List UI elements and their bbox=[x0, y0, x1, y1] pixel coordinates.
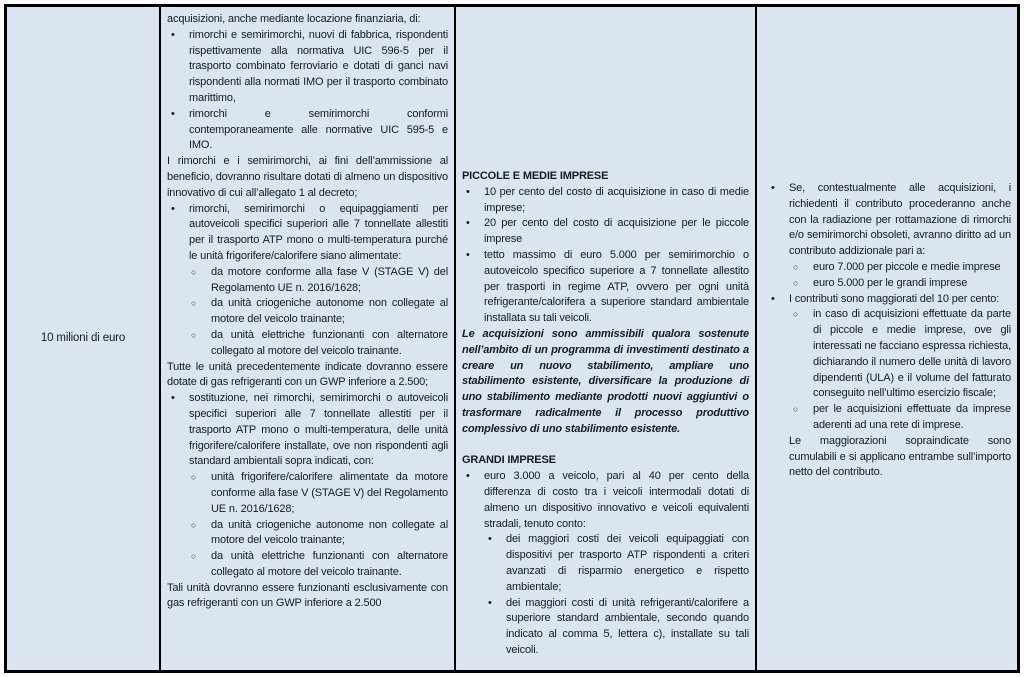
bullet-text: dei maggiori costi di unità refrigeranti/calorifere a superiore standard ambientale, secondo quando indicato al comma 5, lettera c), installate su tali veicoli. bbox=[506, 596, 749, 656]
bullet-icon: • bbox=[171, 392, 175, 405]
funding-amount-cell bbox=[7, 7, 159, 670]
sub-bullet-item bbox=[763, 402, 1011, 434]
bullet-text: dei maggiori costi dei veicoli equipaggiati con dispositivi per trasporto ATP rispondenti a criteri avanzati di risparmio energetico e rispetto ambientale; bbox=[506, 533, 749, 593]
bullet-text: da unità elettriche funzionanti con alternatore collegato al motore del veicolo trainante. bbox=[211, 550, 448, 578]
paragraph: Tutte le unità precedentemente indicate dovranno essere dotate di gas refrigeranti con un GWP inferiore a 2.500; bbox=[167, 360, 448, 389]
circle-bullet-icon: ○ bbox=[191, 551, 196, 562]
section-heading: GRANDI IMPRESE bbox=[462, 454, 556, 467]
circle-bullet-icon: ○ bbox=[793, 277, 798, 288]
bullet-text: da unità criogeniche autonome non collegate al motore del veicolo trainante; bbox=[211, 297, 448, 326]
bullet-item bbox=[763, 292, 1011, 308]
sub-bullet-item bbox=[763, 260, 1011, 276]
indented-paragraph: Le maggiorazioni sopraindicate sono cumulabili e si applicano entrambe sull’importo netto del contributo. bbox=[789, 434, 1011, 479]
bullet-text: in caso di acquisizioni effettuate da parte di piccole e medie imprese, ove gli interessati ne facciano espressa richiesta, dichiarando il numero delle unità di lavoro dipendenti (ULA) e il volume del fatturato conseguito nell’ultimo esercizio fiscale; bbox=[813, 308, 1011, 400]
bullet-icon: • bbox=[488, 596, 492, 609]
sub-bullet-item bbox=[167, 265, 448, 297]
circle-bullet-icon: ○ bbox=[191, 472, 196, 483]
bullet-text: da motore conforme alla fase V (STAGE V) del Regolamento UE n. 2016/1628; bbox=[211, 265, 448, 294]
bullet-icon: • bbox=[771, 292, 775, 305]
bullet-icon: • bbox=[466, 217, 470, 230]
bullet-text: sostituzione, nei rimorchi, semirimorchi o autoveicoli specifici superiori alle 7 tonnellate allestiti per il trasporto ATP mono o multi-temperatura, delle unità frigorifere/calorifere installate, ove non rispondenti agli standard ambientali sopra indicati, con: bbox=[189, 392, 448, 468]
bullet-text: euro 3.000 a veicolo, pari al 40 per cento della differenza di costo tra i veicoli intermodali dotati di almeno un dispositivo innovativo e veicoli equivalenti stradali, tenuto conto: bbox=[484, 470, 749, 530]
sub-bullet-item bbox=[167, 296, 448, 328]
sub-bullet-item bbox=[462, 596, 749, 659]
paragraph: Tali unità dovranno essere funzionanti esclusivamente con gas refrigeranti con un GWP inferiore a 2.500 bbox=[167, 581, 448, 610]
bullet-text: Se, contestualmente alle acquisizioni, i richiedenti il contributo procederanno anche con la radiazione per rottamazione di rimorchi e/o semirimorchi obsoleti, avranno diritto ad un contributo addizionale pari a: bbox=[789, 182, 1011, 258]
bullet-item bbox=[763, 181, 1011, 260]
circle-bullet-icon: ○ bbox=[793, 261, 798, 272]
italic-note: Le acquisizioni sono ammissibili qualora sostenute nell’ambito di un programma di investimenti destinato a creare un nuovo stabilimento, ampliare uno stabilimento esistente, diversificare la produzione di uno stabilimento mediante prodotti nuovi aggiuntivi o trasformare radicalmente il processo produttivo complessivo di uno stabilimento esistente. bbox=[462, 327, 749, 435]
bullet-icon: • bbox=[466, 248, 470, 261]
bullet-icon: • bbox=[488, 533, 492, 546]
bullet-icon: • bbox=[466, 470, 470, 483]
circle-bullet-icon: ○ bbox=[793, 309, 798, 320]
sub-bullet-item bbox=[167, 470, 448, 517]
bullet-text: 10 per cento del costo di acquisizione in caso di medie imprese; bbox=[484, 185, 749, 214]
contribution-rates-cell bbox=[454, 7, 755, 670]
bullet-text: tetto massimo di euro 5.000 per semirimorchio o autoveicolo specifico superiore a 7 tonnellate allestito per trasporti in regime ATP, ovvero per ogni unità refrigerante/calorifera a superiore standard ambientale installata su tali veicoli. bbox=[484, 248, 749, 325]
bullet-text: rimorchi, semirimorchi o equipaggiamenti per autoveicoli specifici superiori alle 7 tonnellate allestiti per il trasporto ATP mono o multi-temperatura purché le unità frigorifere/calorifere siano alimentate: bbox=[189, 202, 448, 262]
funding-amount-text: 10 milioni di euro bbox=[40, 331, 126, 344]
bullet-icon: • bbox=[171, 107, 175, 120]
sub-bullet-item bbox=[167, 549, 448, 581]
bullet-item bbox=[462, 185, 749, 217]
circle-bullet-icon: ○ bbox=[191, 329, 196, 340]
circle-bullet-icon: ○ bbox=[191, 519, 196, 530]
bullet-text: per le acquisizioni effettuate da imprese aderenti ad una rete di imprese. bbox=[813, 403, 1011, 431]
bullet-icon: • bbox=[771, 182, 775, 194]
circle-bullet-icon: ○ bbox=[191, 266, 196, 277]
bullet-text: I contributi sono maggiorati del 10 per cento: bbox=[789, 292, 1000, 305]
bullet-item bbox=[462, 216, 749, 248]
bullet-icon: • bbox=[466, 185, 470, 198]
section-heading: PICCOLE E MEDIE IMPRESE bbox=[462, 170, 609, 182]
bullet-text: rimorchi e semirimorchi conformi contemporaneamente alle normative UIC 595-5 e IMO. bbox=[189, 107, 448, 152]
sub-bullet-item bbox=[167, 328, 448, 360]
bullet-text: 20 per cento del costo di acquisizione per le piccole imprese bbox=[484, 217, 749, 246]
circle-bullet-icon: ○ bbox=[191, 298, 196, 309]
sub-bullet-item bbox=[462, 532, 749, 595]
circle-bullet-icon: ○ bbox=[793, 404, 798, 415]
bullet-text: da unità elettriche funzionanti con alternatore collegato al motore del veicolo trainante. bbox=[211, 328, 448, 357]
bullet-item bbox=[167, 107, 448, 154]
funding-table-row bbox=[4, 4, 1020, 673]
bullet-item bbox=[167, 202, 448, 265]
bullet-item bbox=[167, 391, 448, 470]
sub-bullet-item bbox=[167, 518, 448, 550]
bullet-icon: • bbox=[171, 202, 175, 215]
bullet-item bbox=[462, 469, 749, 532]
bullet-text: euro 5.000 per le grandi imprese bbox=[813, 276, 968, 289]
spacer bbox=[462, 438, 749, 454]
paragraph: I rimorchi e i semirimorchi, ai fini dell’ammissione al beneficio, dovranno risultare dotati di almeno un dispositivo innovativo di cui all’allegato 1 al decreto; bbox=[167, 155, 448, 199]
bullet-text: rimorchi e semirimorchi, nuovi di fabbrica, rispondenti rispettivamente alla normativa UIC 596-5 per il trasporto combinato ferroviario e dotati di ganci navi rispondenti alla normati IMO per il trasporto combinato marittimo, bbox=[189, 28, 448, 104]
additional-contribution-cell bbox=[755, 7, 1017, 670]
bullet-item bbox=[462, 248, 749, 327]
eligible-acquisitions-cell bbox=[159, 7, 454, 670]
bullet-item bbox=[167, 28, 448, 107]
bullet-icon: • bbox=[171, 28, 175, 41]
sub-bullet-item bbox=[763, 276, 1011, 292]
paragraph: acquisizioni, anche mediante locazione finanziaria, di: bbox=[167, 13, 421, 25]
bullet-text: unità frigorifere/calorifere alimentate da motore conforme alla fase V (STAGE V) del Regolamento UE n. 2016/1628; bbox=[211, 471, 448, 515]
bullet-text: da unità criogeniche autonome non collegate al motore del veicolo trainante; bbox=[211, 518, 448, 547]
bullet-text: euro 7.000 per piccole e medie imprese bbox=[813, 260, 1001, 273]
sub-bullet-item bbox=[763, 307, 1011, 402]
